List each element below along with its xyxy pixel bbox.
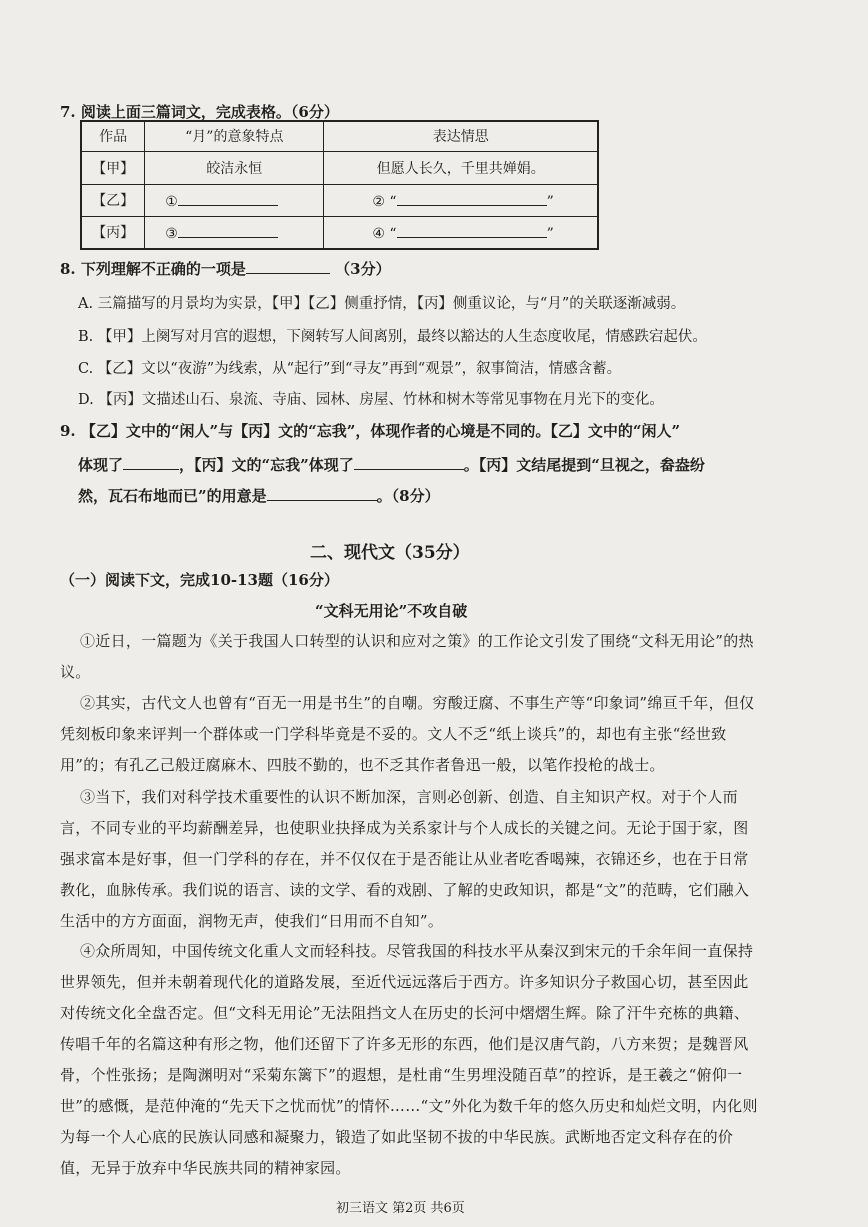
table-row <box>81 151 598 184</box>
answer-marker: ③ <box>165 225 178 242</box>
article-paragraph-3 <box>60 782 760 937</box>
table-row <box>81 216 598 249</box>
close-quote: ” <box>546 193 554 210</box>
q9-text-2b: ，【丙】文的“忘我”体现了 <box>179 456 354 474</box>
section-title: 二、现代文（35分） <box>310 543 470 563</box>
article-title: “文科无用论”不攻自破 <box>315 602 468 620</box>
q8-number: 8. <box>60 260 76 278</box>
q9-line3 <box>78 485 440 506</box>
row-yi-emotion <box>324 184 598 216</box>
answer-blank-1[interactable] <box>178 191 278 206</box>
q8-prompt <box>60 258 391 279</box>
q8-score: （3分） <box>335 260 391 278</box>
q9-answer-blank-1[interactable] <box>123 455 179 470</box>
row-yi-work: 【乙】 <box>81 184 145 216</box>
q7-table <box>80 120 599 250</box>
q8-answer-blank[interactable] <box>246 259 330 274</box>
row-jia-work: 【甲】 <box>81 151 145 184</box>
table-row <box>81 184 598 216</box>
table-header-row <box>81 121 598 151</box>
article-paragraph-2 <box>60 688 760 781</box>
close-quote: ” <box>546 225 554 242</box>
article-paragraph-4 <box>60 936 760 1184</box>
q9-text-2a: 体现了 <box>78 456 124 474</box>
q8-option-d: D. 【丙】文描述山石、泉流、寺庙、园林、房屋、竹林和树木等常见事物在月光下的变化。 <box>78 392 664 408</box>
q7-text: 阅读上面三篇词文，完成表格。（6分） <box>80 103 339 121</box>
row-bing-feature <box>145 216 324 249</box>
paragraph-text: ①近日，一篇题为《关于我国人口转型的认识和应对之策》的工作论文引发了围绕“文科无用论”的热议。 <box>60 632 754 681</box>
q9-line1 <box>60 420 680 441</box>
q9-line2 <box>78 454 705 475</box>
header-work: 作品 <box>81 121 145 151</box>
row-yi-feature <box>145 184 324 216</box>
paragraph-text: ②其实，古代文人也曾有“百无一用是书生”的自嘲。穷酸迂腐、不事生产等“印象词”绵亘千年，但仅凭刻板印象来评判一个群体或一门学科毕竟是不妥的。文人不乏“纸上谈兵”的，却也有主张“经世致用”的；有孔乙己般迂腐麻木、四肢不勤的，也不乏其作者鲁迅一般，以笔作投枪的战士。 <box>60 694 755 774</box>
header-emotion: 表达情思 <box>324 121 598 151</box>
q8-option-b: B. 【甲】上阕写对月宫的遐想，下阕转写人间离别，最终以豁达的人生态度收尾，情感跌宕起伏。 <box>78 329 707 345</box>
row-bing-emotion <box>324 216 598 249</box>
paragraph-text: ④众所周知，中国传统文化重人文而轻科技。尽管我国的科技水平从秦汉到宋元的千余年间一直保持世界领先，但并未朝着现代化的道路发展，至近代远远落后于西方。许多知识分子救国心切，甚至因此对传统文化全盘否定。但“文科无用论”无法阻挡文人在历史的长河中熠熠生辉。除了汗牛充栋的典籍、传唱千年的名篇这种有形之物，他们还留下了许多无形的东西，他们是汉唐气韵，八方来贺；是魏晋风骨，个性张扬；是陶渊明对“采菊东篱下”的遐想，是杜甫“生男埋没随百草”的控诉，是王羲之“俯仰一世”的感慨，是范仲淹的“先天下之忧而忧”的情怀……“文”外化为数千年的悠久历史和灿烂文明，内化则为每一个人心底的民族认同感和凝聚力，锻造了如此坚韧不拔的中华民族。武断地否定文科存在的价值，无异于放弃中华民族共同的精神家园。 <box>60 942 758 1177</box>
row-jia-emotion: 但愿人长久，千里共婵娟。 <box>324 151 598 184</box>
answer-marker: ① <box>165 193 178 210</box>
q9-number: 9. <box>60 422 76 440</box>
q9-text-3a: 然，瓦石布地而已”的用意是 <box>78 487 267 505</box>
row-bing-work: 【丙】 <box>81 216 145 249</box>
answer-blank-3[interactable] <box>178 223 278 238</box>
q9-answer-blank-3[interactable] <box>267 486 377 501</box>
q8-option-a: A. 三篇描写的月景均为实景，【甲】【乙】侧重抒情，【丙】侧重议论，与“月”的关联逐渐减弱。 <box>78 296 686 312</box>
page-footer: 初三语文 第2页 共6页 <box>336 1201 465 1216</box>
row-jia-feature: 皎洁永恒 <box>145 151 324 184</box>
article-paragraph-1 <box>60 626 760 688</box>
answer-marker: ④ “ <box>372 225 397 242</box>
q8-text: 下列理解不正确的一项是 <box>80 260 246 278</box>
q8-option-c: C. 【乙】文以“夜游”为线索，从“起行”到“寻友”再到“观景”，叙事简洁，情感含蓄。 <box>78 361 622 377</box>
answer-marker: ② “ <box>372 193 397 210</box>
q7-number: 7. <box>60 103 76 121</box>
q9-answer-blank-2[interactable] <box>354 455 464 470</box>
q7-prompt <box>60 101 339 122</box>
q9-text-1: 【乙】文中的“闲人”与【丙】文的“忘我”，体现作者的心境是不同的。【乙】文中的“闲人” <box>80 422 681 440</box>
answer-blank-4[interactable] <box>397 223 547 238</box>
answer-blank-2[interactable] <box>397 191 547 206</box>
section-subtitle: （一）阅读下文，完成10-13题（16分） <box>60 571 339 589</box>
q9-text-2c: 。【丙】文结尾提到“旦视之，畚盎纷 <box>463 456 705 474</box>
q9-text-3b: 。（8分） <box>376 487 440 505</box>
paragraph-text: ③当下，我们对科学技术重要性的认识不断加深，言则必创新、创造、自主知识产权。对于个人而言，不同专业的平均薪酬差异，也使职业抉择成为关系家计与个人成长的关键之问。无论于国于家，图强求富本是好事，但一门学科的存在，并不仅仅在于是否能让从业者吃香喝辣，衣锦还乡，也在于日常教化，血脉传承。我们说的语言、读的文学、看的戏剧、了解的史政知识，都是“文”的范畴，它们融入生活中的方方面面，润物无声，使我们“日用而不自知”。 <box>60 788 750 930</box>
header-feature: “月”的意象特点 <box>145 121 324 151</box>
